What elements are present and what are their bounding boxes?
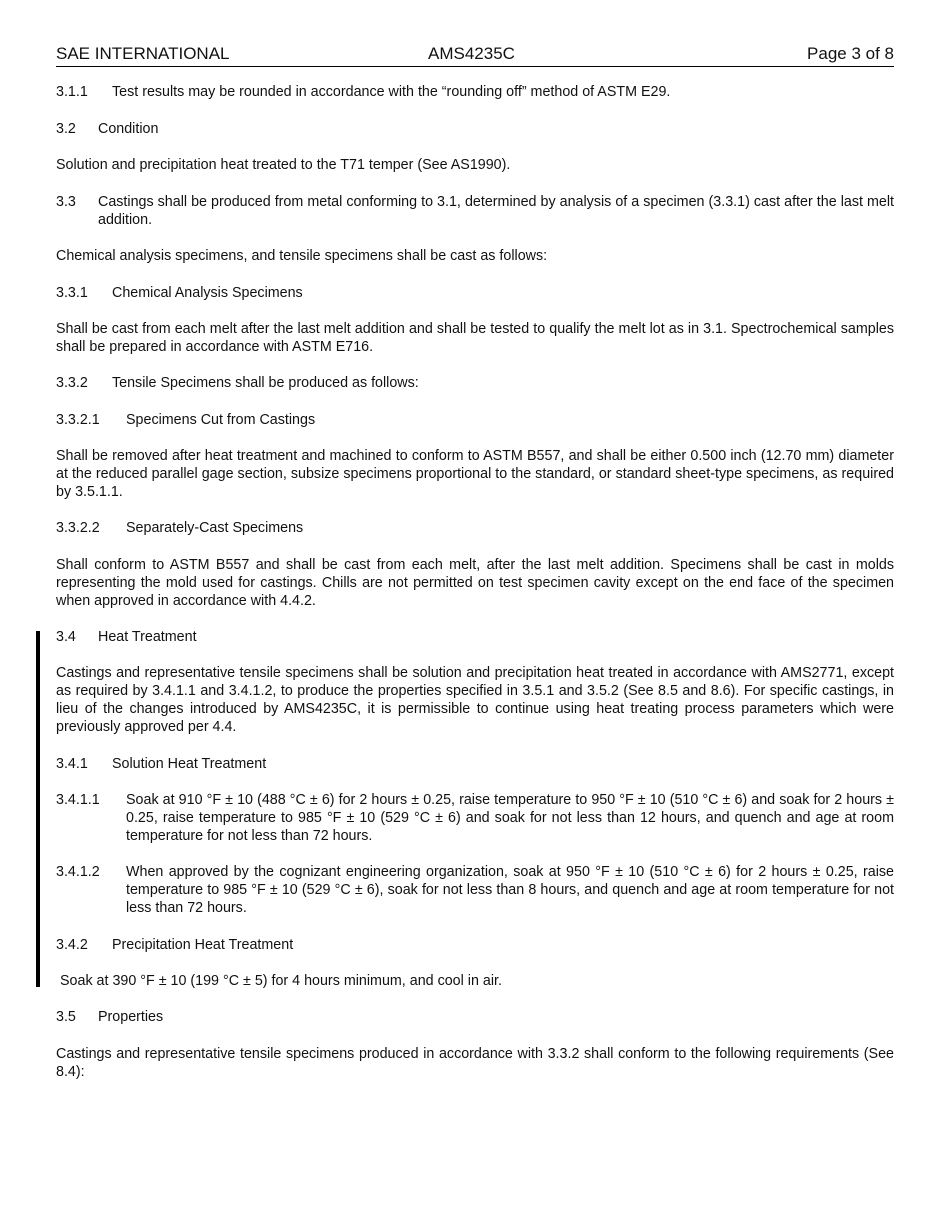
page-header [56,44,894,67]
section-number: 3.2 [56,121,76,137]
section-number: 3.4.1 [56,756,88,772]
section-number: 3.3 [56,194,76,210]
section-number: 3.5 [56,1009,76,1025]
section-number: 3.1.1 [56,84,88,100]
paragraph-condition: Solution and precipitation heat treated to the T71 temper (See AS1990). [56,157,511,173]
section-text: Test results may be rounded in accordance with the “rounding off” method of ASTM E29. [112,84,671,100]
paragraph-cut-specimens: Shall be removed after heat treatment and machined to conform to ASTM B557, and shall be either 0.500 inch (12.70 mm) diameter at the reduced parallel gage section, subsize specimens proportional to the standard, or standard sheet-type specimens, as required by 3.5.1.1. [56,448,894,500]
section-text: Soak at 910 °F ± 10 (488 °C ± 6) for 2 hours ± 0.25, raise temperature to 950 °F ± 10 (510 °C ± 6) and soak for 2 hours ± 0.25, raise temperature to 985 °F ± 10 (529 °C ± 6) and soak for not less than 12 hours, and quench and age at room temperature for not less than 72 hours. [126,792,894,844]
section-number: 3.3.1 [56,285,88,301]
paragraph-precipitation: Soak at 390 °F ± 10 (199 °C ± 5) for 4 hours minimum, and cool in air. [60,973,502,989]
paragraph-specimens: Chemical analysis specimens, and tensile specimens shall be cast as follows: [56,248,548,264]
section-title: Tensile Specimens shall be produced as follows: [112,375,419,391]
section-number: 3.3.2.1 [56,412,100,428]
section-text: Castings shall be produced from metal conforming to 3.1, determined by analysis of a specimen (3.3.1) cast after the last melt addition. [98,194,894,228]
section-title: Precipitation Heat Treatment [112,937,294,953]
section-number: 3.3.2.2 [56,520,100,536]
header-page-number: Page 3 of 8 [807,44,894,63]
header-organization: SAE INTERNATIONAL [56,44,230,63]
section-number: 3.3.2 [56,375,88,391]
section-text: When approved by the cognizant engineering organization, soak at 950 °F ± 10 (510 °C ± 6) for 2 hours ± 0.25, raise temperature to 985 °F ± 10 (529 °C ± 6), soak for not less than 8 hours, and quench and age at room temperature for not less than 72 hours. [126,864,894,916]
section-number: 3.4.1.1 [56,792,100,808]
section-title: Condition [98,121,159,137]
section-title: Chemical Analysis Specimens [112,285,303,301]
paragraph-separate-specimens: Shall conform to ASTM B557 and shall be cast from each melt, after the last melt addition. Specimens shall be cast in molds representing the mold used for castings. Chills are not permitted on test specimen cavity except on the end face of the specimen when approved in accordance with 4.4.2. [56,557,894,609]
section-title: Specimens Cut from Castings [126,412,316,428]
section-number: 3.4 [56,629,76,645]
section-title: Separately-Cast Specimens [126,520,304,536]
section-number: 3.4.1.2 [56,864,100,880]
revision-change-bar [36,631,40,987]
header-document-number: AMS4235C [428,44,515,63]
section-title: Properties [98,1009,164,1025]
paragraph-heat-treatment: Castings and representative tensile specimens shall be solution and precipitation heat treated in accordance with AMS2771, except as required by 3.4.1.1 and 3.4.1.2, to produce the properties specified in 3.5.1 and 3.5.2 (See 8.5 and 8.6). For specific castings, in lieu of the changes introduced by AMS4235C, it is permissible to continue using heat treating process parameters which were previously approved per 4.4. [56,665,894,735]
section-title: Heat Treatment [98,629,197,645]
paragraph-chemical: Shall be cast from each melt after the last melt addition and shall be tested to qualify the melt lot as in 3.1. Spectrochemical samples shall be prepared in accordance with ASTM E716. [56,321,894,355]
paragraph-properties: Castings and representative tensile specimens produced in accordance with 3.3.2 shall conform to the following requirements (See 8.4): [56,1046,894,1080]
section-title: Solution Heat Treatment [112,756,267,772]
section-number: 3.4.2 [56,937,88,953]
